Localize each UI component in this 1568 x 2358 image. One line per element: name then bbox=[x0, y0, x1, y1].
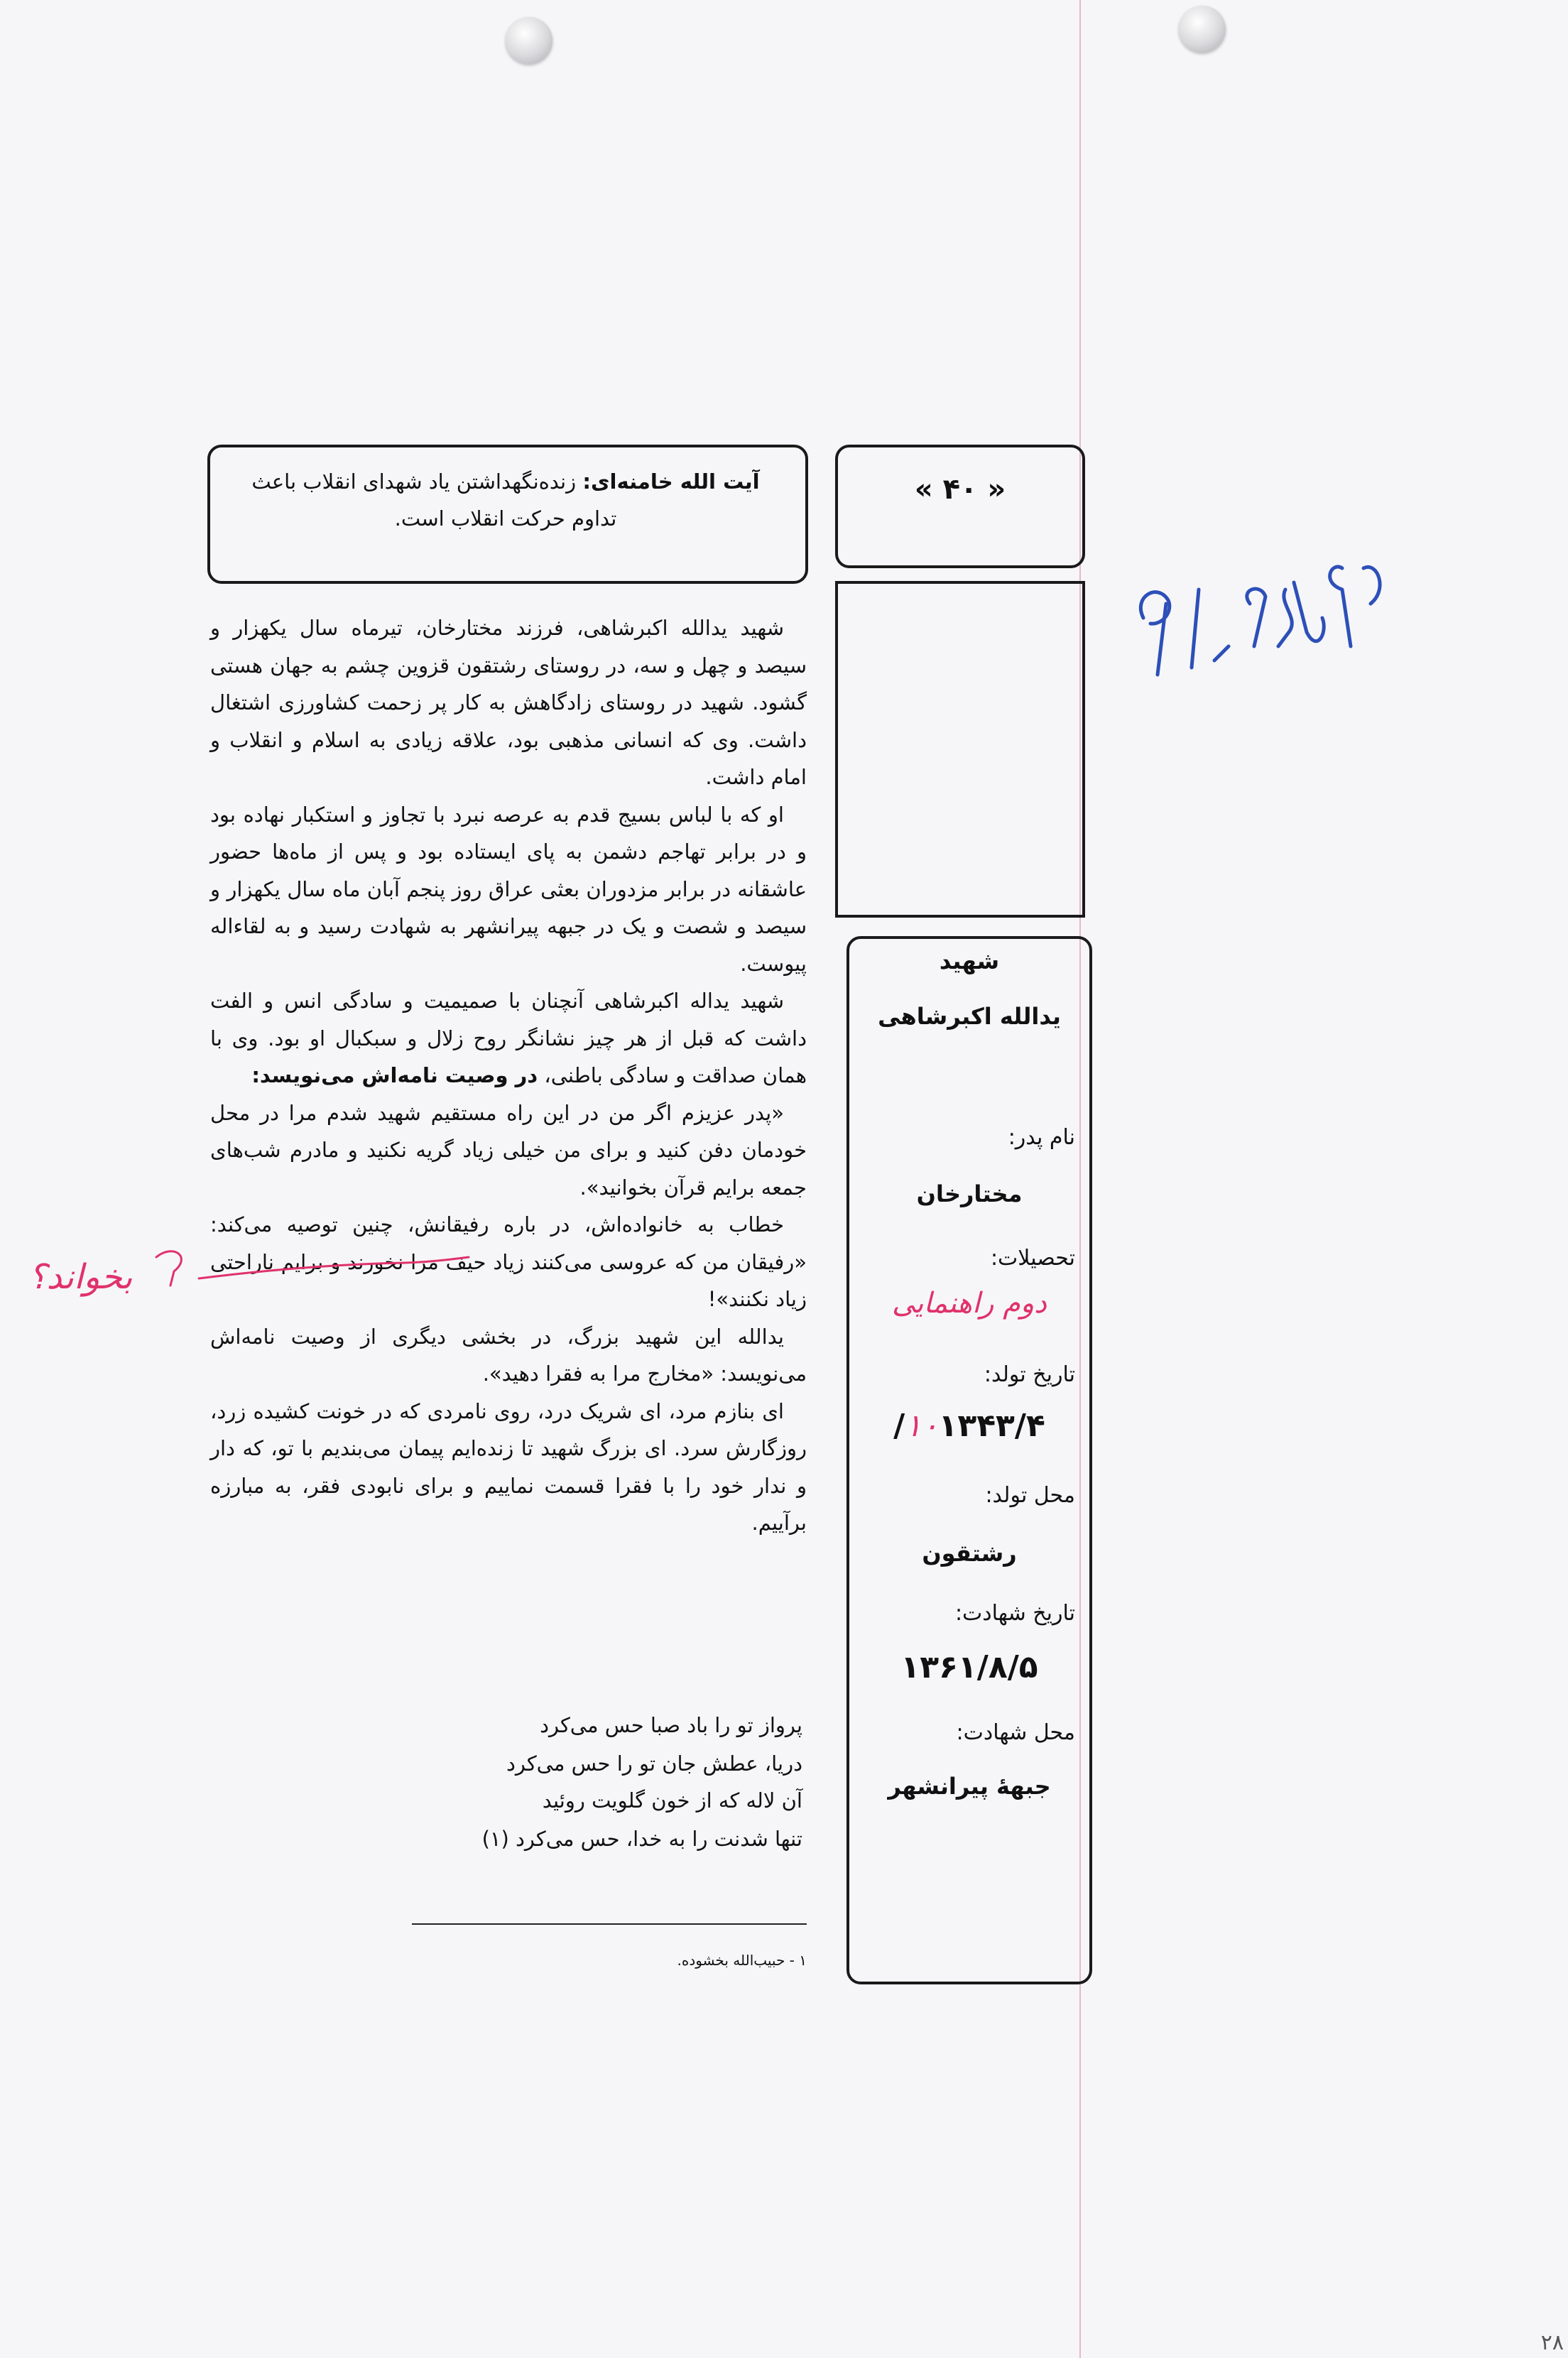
paragraph: او که با لباس بسیج قدم به عرصه نبرد با تجاوز و استکبار نهاده بود و در برابر تهاجم دشمن به پای ایستاده بود و پس از ماه‌ها حضور عاشقانه در برابر مزدوران بعثی عراق روز پنجم آبان ماه سال یکهزار و سیصد و شصت و یک در جبهه پیرانشهر به شهادت رسید و به لقاءاله پیوست. bbox=[210, 802, 807, 976]
birth-place-value: رشتقون bbox=[922, 1540, 1017, 1567]
quote-text bbox=[236, 463, 775, 537]
paragraph-bold-text: در وصیت نامه‌اش می‌نویسد: bbox=[251, 1063, 538, 1087]
birth-date-annotation: ۱۰ bbox=[905, 1408, 939, 1444]
page-number: ۲۸ bbox=[1540, 2330, 1564, 2355]
footnote: ۱ - حبیب‌الله بخشوده. bbox=[677, 1952, 807, 1969]
paragraph bbox=[210, 982, 807, 1094]
quote-box bbox=[207, 445, 808, 584]
poem-line-2: دریا، عطش جان تو را حس می‌کرد bbox=[506, 1751, 802, 1776]
record-number: « ۴۰ » bbox=[914, 473, 1006, 506]
quote-speaker: آیت الله خامنه‌ای: bbox=[582, 469, 760, 494]
education-value: دوم راهنمایی bbox=[892, 1287, 1047, 1320]
paragraph: ای بنازم مرد، ای شریک درد، روی نامردی که در خونت کشیده زرد، روزگارش سرد. ای بزرگ شهید تا زنده‌ایم پیمان می‌بندیم با تو، که دار و ندار خود را با فقرا قسمت نماییم و برای نابودی فقر، به مبارزه برآییم. bbox=[210, 1398, 807, 1535]
paragraph: شهید یدالله اکبرشاهی، فرزند مختارخان، تیرماه سال یکهزار و سیصد و چهل و سه، در روستای رشتقون قزوین چشم به جهان هستی گشود. شهید در روستای زادگاهش به کار پر زحمت کشاورزی اشتغال داشت. وی که انسانی مذهبی بود، علاقه زیادی به اسلام و انقلاب و امام داشت. bbox=[210, 616, 807, 789]
martyrdom-date-label: تاریخ شهادت: bbox=[954, 1601, 1075, 1626]
punch-hole-left bbox=[506, 17, 552, 64]
father-value: مختارخان bbox=[916, 1180, 1023, 1207]
footnote-separator bbox=[412, 1923, 807, 1925]
martyrdom-place-value: جبههٔ پیرانشهر bbox=[888, 1773, 1051, 1800]
quote-body: زنده‌نگهداشتن یاد شهدای انقلاب باعث تداوم حرکت انقلاب است. bbox=[251, 469, 617, 531]
birth-date-printed: ۱۳۴۳/۴/ bbox=[893, 1408, 1045, 1444]
card-title: شهید bbox=[939, 947, 1000, 974]
birth-date-value bbox=[849, 1408, 1089, 1444]
martyr-name: یدالله اکبرشاهی bbox=[878, 1003, 1061, 1030]
martyrdom-date-value: ۱۳۶۱/۸/۵ bbox=[900, 1649, 1038, 1685]
martyr-info-card bbox=[846, 936, 1092, 1984]
poem-line-1: پرواز تو را باد صبا حس می‌کرد bbox=[540, 1713, 802, 1737]
martyrdom-place-label: محل شهادت: bbox=[956, 1720, 1075, 1745]
poem-line-4: تنها شدنت را به خدا، حس می‌کرد (۱) bbox=[481, 1827, 802, 1851]
photo-frame bbox=[835, 581, 1085, 918]
paragraph: یدالله این شهید بزرگ، در بخشی دیگری از وصیت نامه‌اش می‌نویسد: «مخارج مرا به فقرا دهید». bbox=[210, 1324, 807, 1386]
birth-place-label: محل تولد: bbox=[985, 1483, 1075, 1508]
record-number-box bbox=[835, 445, 1085, 568]
handwritten-file-number bbox=[1115, 540, 1413, 682]
paragraph: «پدر عزیزم اگر من در این راه مستقیم شهید شدم مرا در محل خودمان دفن کنید و برای من خیلی زیاد گریه نکنید و مادرم شب‌های جمعه برایم قرآن بخوانید». bbox=[210, 1100, 807, 1200]
education-label: تحصیلات: bbox=[990, 1246, 1075, 1271]
biography-text bbox=[210, 609, 807, 1542]
birth-date-label: تاریخ تولد: bbox=[984, 1362, 1075, 1387]
paragraph-text: شهید یداله اکبرشاهی آنچنان با صمیمیت و سادگی انس و الفت داشت که قبل از هر چیز نشانگر روح زلال و سبکبال او بود. وی با همان صداقت و سادگی باطنی، bbox=[210, 989, 807, 1087]
father-label: نام پدر: bbox=[1008, 1125, 1075, 1150]
margin-note: بخواند؟ bbox=[28, 1257, 133, 1297]
punch-hole-right bbox=[1179, 6, 1226, 53]
paragraph: خطاب به خانواده‌اش، در باره رفیقانش، چنین توصیه می‌کند: «رفیقان من که عروسی می‌کنند زیاد حیف مرا نخورند و برایم ناراحتی زیاد نکنند»! bbox=[210, 1212, 807, 1311]
poem-line-3: آن لاله که از خون گلویت روئید bbox=[542, 1788, 802, 1813]
